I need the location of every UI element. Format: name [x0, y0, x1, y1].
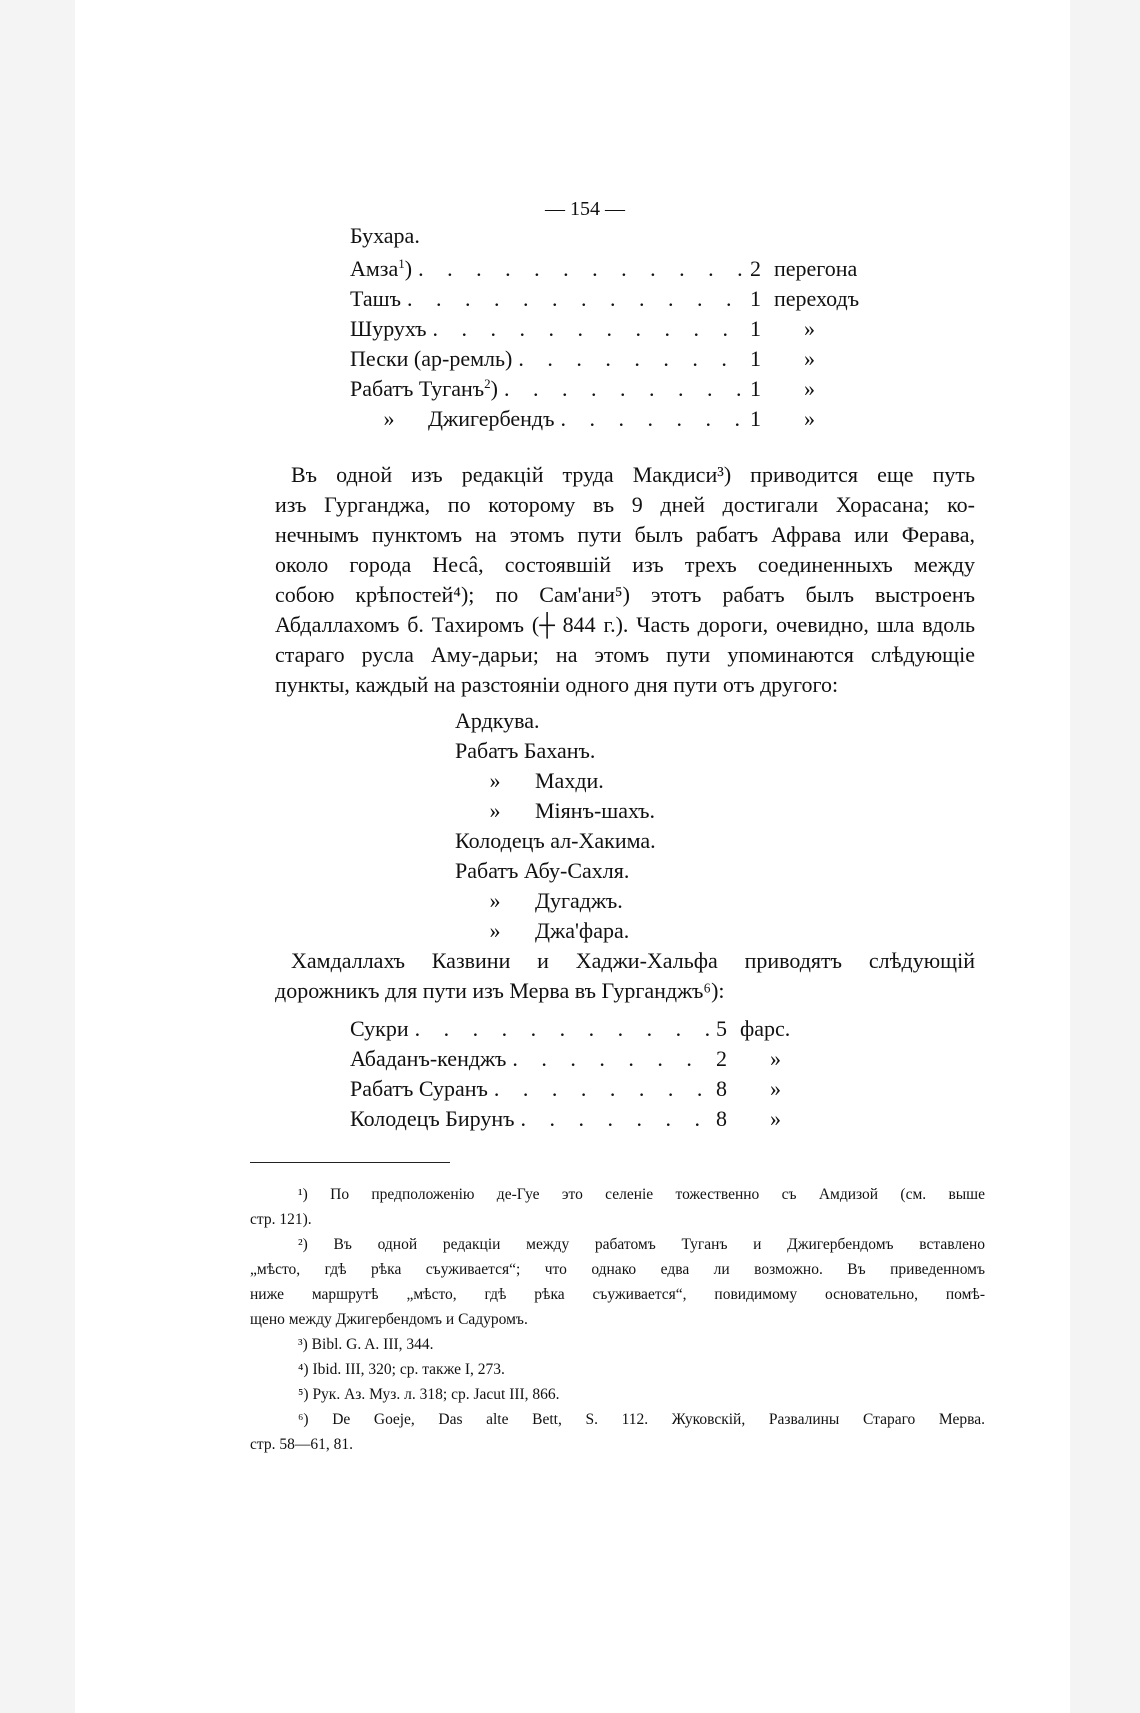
dot-leader: [512, 1044, 710, 1074]
footnote-line: стр. 121).: [250, 1211, 312, 1228]
station-name-text: Ташъ: [350, 286, 401, 311]
distance-value: 2: [716, 1046, 727, 1071]
distance-unit: переходъ: [774, 286, 860, 311]
list-item: [455, 706, 656, 736]
distance-unit: »: [804, 406, 815, 431]
text-line: около города Несâ, состоявшій изъ трехъ соединенныхъ между: [275, 552, 975, 577]
table-row: [350, 1104, 810, 1134]
table-row: [350, 1014, 810, 1044]
station-name-text: Джигербендъ: [428, 406, 555, 431]
station-name-text: Пески (ар-ремль): [350, 346, 513, 371]
table1-heading: Бухара.: [350, 223, 420, 248]
footnote-line: щено между Джигербендомъ и Садуромъ.: [250, 1311, 528, 1328]
station-name: [350, 404, 555, 434]
list-item: [455, 826, 656, 856]
paragraph-2: [275, 946, 975, 1006]
table-row: [350, 344, 870, 374]
footnote-ref: 2: [484, 376, 491, 391]
station-name: [350, 314, 426, 344]
station-list: [455, 706, 656, 946]
text-line: Абдаллахомъ б. Тахиромъ (┼ 844 г.). Часть дороги, очевидно, шла вдоль: [275, 612, 975, 637]
footnote-line: стр. 58—61, 81.: [250, 1436, 353, 1453]
dot-leader: [418, 254, 744, 284]
station-name-text: Рабатъ Туганъ: [350, 376, 485, 401]
distance-unit: перегона: [774, 256, 858, 281]
station-name: [350, 374, 498, 404]
dot-leader: [415, 1014, 710, 1044]
distance-value: 1: [750, 406, 761, 431]
footnote-line: „мѣсто, гдѣ рѣка съуживается“; что однако едва ли возможно. Въ приведенномъ: [250, 1261, 985, 1278]
station-name: [350, 284, 401, 314]
table-row: [350, 1044, 810, 1074]
ditto-mark: »: [489, 768, 501, 793]
station-name: Рабатъ Абу-Сахля.: [455, 858, 630, 883]
paren: ): [490, 376, 498, 401]
station-name: Рабатъ Баханъ.: [455, 738, 596, 763]
distance-unit: »: [804, 346, 815, 371]
list-item: [455, 916, 656, 946]
footnote-line: ³) Bibl. G. A. III, 344.: [298, 1336, 434, 1353]
footnote-line: ⁴) Ibid. III, 320; ср. также I, 273.: [298, 1361, 505, 1378]
text-line: собою крѣпостей⁴); по Сам'ани⁵) этотъ рабатъ былъ выстроенъ: [275, 582, 975, 607]
list-item: [455, 736, 656, 766]
station-name-text: Амза: [350, 256, 399, 281]
dot-leader: [407, 284, 744, 314]
station-name: Махди.: [535, 768, 604, 793]
station-name-text: Абаданъ-кенджъ: [350, 1046, 507, 1071]
table-row: [350, 1074, 810, 1104]
station-name: Колодецъ ал-Хакима.: [455, 828, 656, 853]
paren: ): [404, 256, 413, 281]
distance-unit: »: [770, 1076, 781, 1101]
text-line: дорожникъ для пути изъ Мерва въ Гурганджъ⁶):: [275, 978, 725, 1003]
footnote-line: ⁵) Рук. Аз. Муз. л. 318; ср. Jacut III, 866.: [298, 1386, 560, 1403]
text-line: нечнымъ пунктомъ на этомъ пути былъ рабатъ Афрава или Ферава,: [275, 522, 975, 547]
ditto-mark: »: [489, 918, 501, 943]
distance-value: 5: [716, 1016, 727, 1041]
dot-leader: [432, 314, 744, 344]
text-line: стараго русла Аму-дарьи; на этомъ пути упоминаются слѣдующіе: [275, 642, 975, 667]
list-item: [455, 886, 656, 916]
paragraph-1: [275, 460, 975, 700]
dot-leader: [518, 344, 744, 374]
footnote-line: ниже маршрутѣ „мѣсто, гдѣ рѣка съуживается“, повидимому основательно, помѣ-: [250, 1286, 985, 1303]
distance-value: 1: [750, 316, 761, 341]
footnote-line: ²) Въ одной редакціи между рабатомъ Туганъ и Джигербендомъ вставлено: [298, 1236, 985, 1253]
station-name-text: Рабатъ Суранъ: [350, 1076, 488, 1101]
distance-value: 1: [750, 376, 761, 401]
station-name-text: Сукри: [350, 1016, 409, 1041]
table-row: [350, 404, 870, 434]
ditto-mark: »: [383, 406, 395, 431]
distance-unit: фарс.: [740, 1016, 791, 1041]
table-row: [350, 314, 870, 344]
distance-value: 2: [750, 256, 761, 281]
distance-unit: »: [770, 1106, 781, 1131]
text-line: Хамдаллахъ Казвини и Хаджи-Хальфа приводятъ слѣдующій: [291, 948, 975, 973]
distance-value: 1: [750, 286, 761, 311]
distance-unit: »: [804, 316, 815, 341]
station-name: [350, 1014, 409, 1044]
dot-leader: [504, 374, 744, 404]
footnotes: [250, 1182, 985, 1457]
ditto-mark: »: [489, 798, 501, 823]
station-name: [350, 1104, 515, 1134]
text-line: пункты, каждый на разстояніи одного дня пути отъ другого:: [275, 672, 839, 697]
footnote-divider: [250, 1162, 450, 1163]
table-row: [350, 284, 870, 314]
list-item: [455, 796, 656, 826]
list-item: [455, 856, 656, 886]
station-name-text: Шурухъ: [350, 316, 427, 341]
footnote-ref: 1: [398, 256, 405, 271]
ditto-mark: »: [489, 888, 501, 913]
station-name: Дугаджъ.: [535, 888, 623, 913]
text-line: изъ Гурганджа, по которому въ 9 дней достигали Хорасана; ко-: [275, 492, 975, 517]
station-name-text: Колодецъ Бирунъ: [350, 1106, 515, 1131]
table-row: [350, 254, 870, 284]
list-item: [455, 766, 656, 796]
dot-leader: [494, 1074, 710, 1104]
text-line: Въ одной изъ редакцій труда Макдиси³) приводится еще путь: [291, 462, 975, 487]
distance-value: 8: [716, 1106, 727, 1131]
distance-value: 8: [716, 1076, 727, 1101]
station-name: Ардкува.: [455, 708, 540, 733]
footnote-line: ¹) По предположенію де-Гуе это селеніе тожественно съ Амдизой (см. выше: [298, 1186, 985, 1203]
dot-leader: [521, 1104, 710, 1134]
page-number: — 154 —: [545, 198, 625, 220]
station-name: [350, 254, 412, 284]
station-name: [350, 1074, 488, 1104]
station-name: [350, 1044, 506, 1074]
station-name: [350, 344, 512, 374]
distance-value: 1: [750, 346, 761, 371]
station-name: Джа'фара.: [535, 918, 630, 943]
table-row: [350, 374, 870, 404]
footnote-line: ⁶) De Goeje, Das alte Bett, S. 112. Жуковскій, Развалины Стараго Мерва.: [298, 1411, 985, 1428]
distance-unit: »: [770, 1046, 781, 1071]
dot-leader: [561, 404, 745, 434]
station-name: Міянъ-шахъ.: [535, 798, 656, 823]
distance-unit: »: [804, 376, 815, 401]
